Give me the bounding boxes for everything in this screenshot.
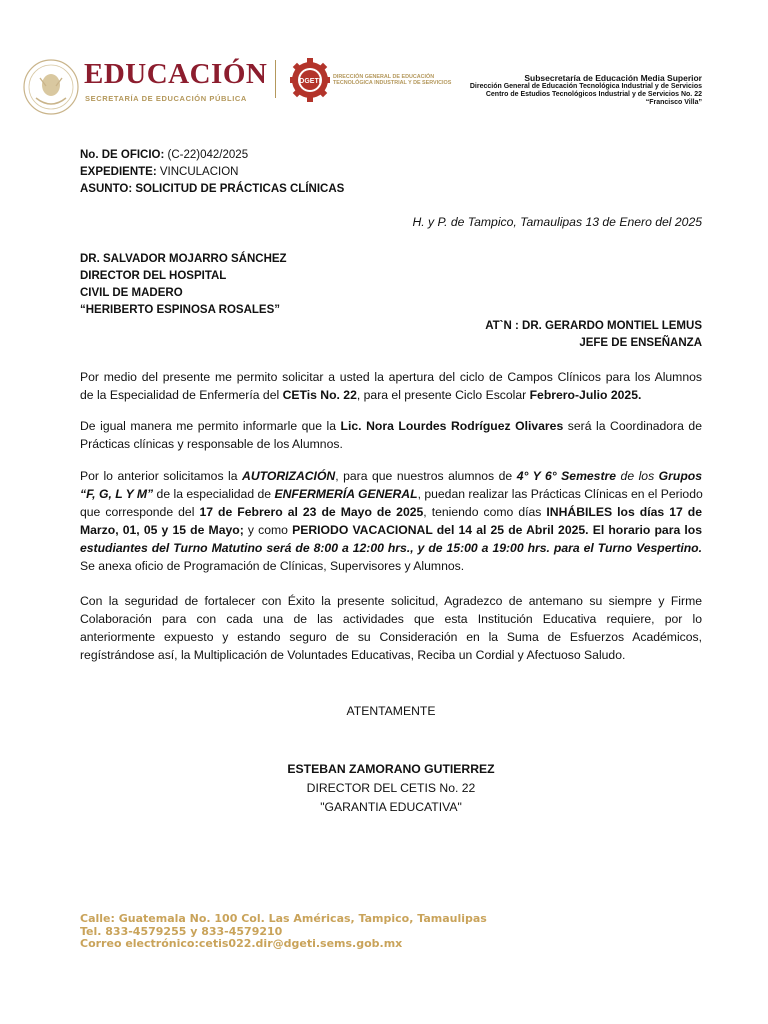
signer-title: DIRECTOR DEL CETIS No. 22 bbox=[306, 781, 476, 795]
footer-email: Correo electrónico:cetis022.dir@dgeti.sems.gob.mx bbox=[80, 937, 403, 950]
subsecretaria-line: Subsecretaría de Educación Media Superior bbox=[524, 73, 702, 83]
closing-word: ATENTAMENTE bbox=[346, 704, 436, 718]
recipient-block: DR. SALVADOR MOJARRO SÁNCHEZ DIRECTOR DEL HOSPITAL CIVIL DE MADERO “HERIBERTO ESPINOSA ROSALES” bbox=[80, 253, 287, 316]
dgeti-gear-logo bbox=[290, 58, 330, 102]
footer-address: Calle: Guatemala No. 100 Col. Las Américas, Tampico, Tamaulipas bbox=[80, 912, 487, 925]
signer-motto: "GARANTIA EDUCATIVA" bbox=[320, 800, 462, 814]
education-subtitle: SECRETARÍA DE EDUCACIÓN PÚBLICA bbox=[85, 94, 247, 103]
institution-block bbox=[470, 73, 702, 107]
header-divider bbox=[275, 60, 276, 98]
centro-name-line: “Francisco Villa” bbox=[645, 99, 702, 106]
education-title: EDUCACIÓN bbox=[84, 58, 268, 90]
dgeti-name: DIRECCIÓN GENERAL DE EDUCACIÓN TECNOLÓGICA INDUSTRIAL Y DE SERVICIOS bbox=[333, 74, 452, 87]
place-and-date: H. y P. de Tampico, Tamaulipas 13 de Enero del 2025 bbox=[412, 215, 702, 229]
document-meta bbox=[80, 147, 344, 198]
paragraph-coordinator: De igual manera me permito informarle que la Lic. Nora Lourdes Rodríguez Olivares será la Coordinadora de Prácticas clínicas y responsable de los Alumnos. bbox=[80, 419, 702, 451]
expediente: EXPEDIENTE: VINCULACION bbox=[80, 166, 239, 178]
paragraph-gratitude: Con la seguridad de fortalecer con Éxito la presente solicitud, Agradezco de antemano su siempre y Firme Colaboración para con cada una de las actividades que esta Institución Educativa requiere, por lo anteriormente expuesto y estando seguro de su Consideración en la Suma de Esfuerzos Académicos, regístrándose así, la Multiplicación de Voluntades Educativas, Reciba un Cordial y Afectuoso Saludo. bbox=[80, 594, 702, 662]
attention-block: AT`N : DR. GERARDO MONTIEL LEMUS JEFE DE ENSEÑANZA bbox=[485, 320, 702, 349]
mexico-seal-logo bbox=[22, 58, 80, 116]
paragraph-request: Por medio del presente me permito solicitar a usted la apertura del ciclo de Campos Clínicos para los Alumnos de la Especialidad de Enfermería del CETis No. 22, para el presente Ciclo Escolar Febrero-Julio 2025. bbox=[80, 370, 702, 402]
paragraph-authorization: Por lo anterior solicitamos la AUTORIZACIÓN, para que nuestros alumnos de 4° Y 6° Semestre de los Grupos “F, G, L Y M” de la especialidad de ENFERMERÍA GENERAL, puedan realizar las Prácticas Clínicas en el Periodo que corresponde del 17 de Febrero al 23 de Mayo de 2025, teniendo como días INHÁBILES los días 17 de Marzo, 01, 05 y 15 de Mayo; y como PERIODO VACACIONAL del 14 al 25 de Abril 2025. El horario para los estudiantes del Turno Matutino será de 8:00 a 12:00 hrs., y de 15:00 a 19:00 hrs. para el Turno Vespertino. Se anexa oficio de Programación de Clínicas, Supervisores y Alumnos. bbox=[80, 469, 703, 573]
dgeti-logo-text: DGETI bbox=[299, 78, 321, 85]
centro-line: Centro de Estudios Tecnológicos Industrial y de Servicios No. 22 bbox=[485, 91, 702, 98]
direccion-line: Dirección General de Educación Tecnológica Industrial y de Servicios bbox=[469, 83, 702, 90]
signature-block bbox=[0, 760, 768, 817]
footer-contact bbox=[80, 913, 487, 951]
footer-phone: Tel. 833-4579255 y 833-4579210 bbox=[80, 924, 283, 938]
oficio-number: No. DE OFICIO: (C-22)042/2025 bbox=[80, 149, 249, 161]
asunto: ASUNTO: SOLICITUD DE PRÁCTICAS CLÍNICAS bbox=[80, 183, 345, 195]
signer-name: ESTEBAN ZAMORANO GUTIERREZ bbox=[287, 762, 495, 776]
